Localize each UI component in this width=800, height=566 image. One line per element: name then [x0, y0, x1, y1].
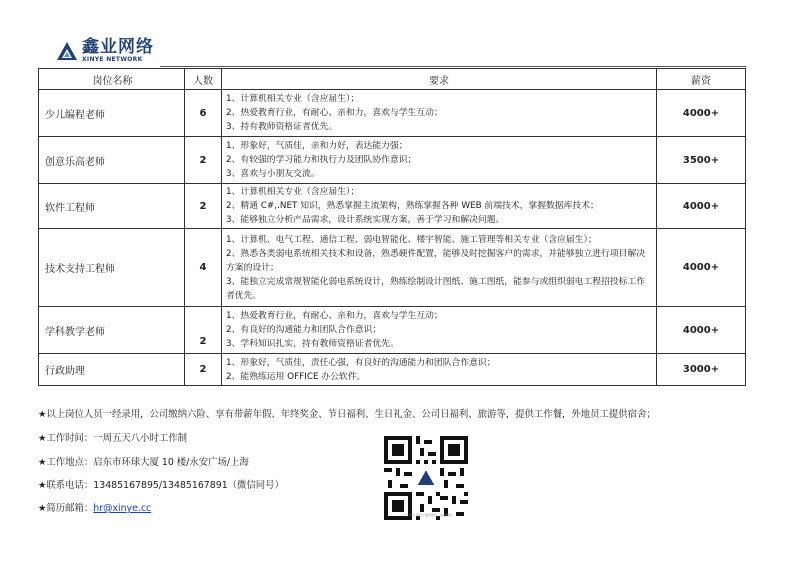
- job-salary: 3500+: [657, 137, 746, 184]
- benefits-note: ★以上岗位人员一经录用，公司缴纳六险、享有带薪年假、年终奖金、节日福利、生日礼金、公司日福利、旅游等，提供工作餐，外地员工提供宿舍；: [38, 409, 656, 420]
- requirement-line: 2、热爱教育行业，有耐心、亲和力，喜欢与学生互动；: [226, 108, 443, 118]
- job-count: 2: [185, 184, 222, 229]
- contact-phone-note: [38, 477, 284, 491]
- work-hours-value: 一周五天八小时工作制: [93, 433, 188, 444]
- job-salary: 4000+: [657, 184, 746, 229]
- job-count: 2: [185, 137, 222, 184]
- header-title: 岗位名称: [39, 69, 185, 90]
- job-title: 学科教学老师: [39, 307, 185, 354]
- table-row: [39, 229, 746, 307]
- requirement-line: 2、能熟练运用 OFFICE 办公软件。: [226, 371, 366, 382]
- requirement-line: 3、学科知识扎实，持有教师资格证者优先。: [226, 339, 399, 349]
- work-hours-label: ★工作时间：: [38, 433, 94, 444]
- job-salary: 3000+: [657, 354, 746, 386]
- work-location-value: 启东市环球大厦 10 楼/永安广场/上海: [93, 457, 249, 468]
- table-row: [39, 90, 746, 137]
- requirement-line: 1、计算机、电气工程、通信工程、弱电智能化、楼宇智能、施工管理等相关专业（含应届生）；: [226, 234, 597, 245]
- contact-phone-label: ★联系电话：: [38, 480, 94, 491]
- requirement-line: 1、计算机相关专业（含应届生）；: [226, 94, 360, 104]
- requirement-line: 1、热爱教育行业，有耐心、亲和力，喜欢与学生互动；: [226, 311, 443, 321]
- job-requirements: [222, 184, 657, 229]
- job-count: 2: [185, 354, 222, 386]
- job-title: 少儿编程老师: [39, 90, 185, 137]
- job-title: 技术支持工程师: [39, 229, 185, 307]
- work-location-label: ★工作地点：: [38, 457, 94, 468]
- job-table: [38, 68, 746, 386]
- logo-mark-icon: [56, 40, 78, 62]
- resume-email-link[interactable]: hr@xinye.cc: [93, 503, 152, 514]
- company-logo: [56, 38, 154, 63]
- job-title: 创意乐高老师: [39, 137, 185, 184]
- requirement-line: 2、有良好的沟通能力和团队合作意识；: [226, 325, 382, 335]
- requirement-line: 2、有较强的学习能力和执行力及团队协作意识；: [226, 155, 417, 165]
- job-salary: 4000+: [657, 229, 746, 307]
- header-rule: [160, 66, 746, 67]
- job-count: 4: [185, 229, 222, 307]
- requirement-line: 1、形象好，气质佳，责任心强，有良好的沟通能力和团队合作意识；: [226, 357, 496, 368]
- resume-email-note: [38, 500, 151, 514]
- header-count: 人数: [185, 69, 222, 90]
- job-count: 6: [185, 90, 222, 137]
- job-salary: 4000+: [657, 307, 746, 354]
- requirement-line: 2、熟悉各类弱电系统相关技术和设备，熟悉硬件配置，能够及时挖掘客户的需求，并能够独立进行项目解决方案的设计；: [226, 248, 646, 273]
- resume-email-label: ★简历邮箱：: [38, 503, 94, 514]
- job-requirements: [222, 354, 657, 386]
- job-requirements: [222, 229, 657, 307]
- job-requirements: [222, 90, 657, 137]
- wechat-qr-code: [384, 436, 468, 520]
- logo-name-en: XINYE NETWORK: [82, 56, 143, 63]
- requirement-line: 3、持有教师资格证者优先。: [226, 122, 338, 132]
- work-location-note: [38, 454, 249, 468]
- requirement-line: 2、精通 C#,.NET 知识，熟悉掌握主流架构，熟练掌握各种 WEB 前端技术，掌握数据库技术；: [226, 201, 599, 211]
- logo-name-cn: 鑫业网络: [82, 37, 154, 57]
- job-requirements: [222, 307, 657, 354]
- requirement-line: 3、能够独立分析产品需求，设计系统实现方案，善于学习和解决问题。: [226, 215, 505, 225]
- table-row: [39, 307, 746, 354]
- job-salary: 4000+: [657, 90, 746, 137]
- contact-phone-value: 13485167895/13485167891（微信同号）: [93, 480, 284, 491]
- requirement-line: 1、形象好，气质佳，亲和力好，表达能力强；: [226, 141, 408, 151]
- job-requirements: [222, 137, 657, 184]
- job-count: 2: [185, 307, 222, 354]
- requirement-line: 3、喜欢与小朋友交流。: [226, 169, 320, 179]
- table-row: [39, 354, 746, 386]
- header-requirements: 要求: [222, 69, 657, 90]
- table-header-row: [39, 69, 746, 90]
- requirement-line: 3、能独立完成常规智能化弱电系统设计，熟练绘制设计图纸、施工图纸，能参与或组织弱电工程招投标工作者优先。: [226, 276, 646, 301]
- work-hours-note: [38, 430, 187, 444]
- header-salary: 薪资: [657, 69, 746, 90]
- requirement-line: 1、计算机相关专业（含应届生）；: [226, 187, 360, 197]
- table-row: [39, 184, 746, 229]
- job-title: 行政助理: [39, 354, 185, 386]
- table-row: [39, 137, 746, 184]
- job-title: 软件工程师: [39, 184, 185, 229]
- qr-caption: 扫一扫上面的二维码图案，加我微信: [403, 513, 452, 517]
